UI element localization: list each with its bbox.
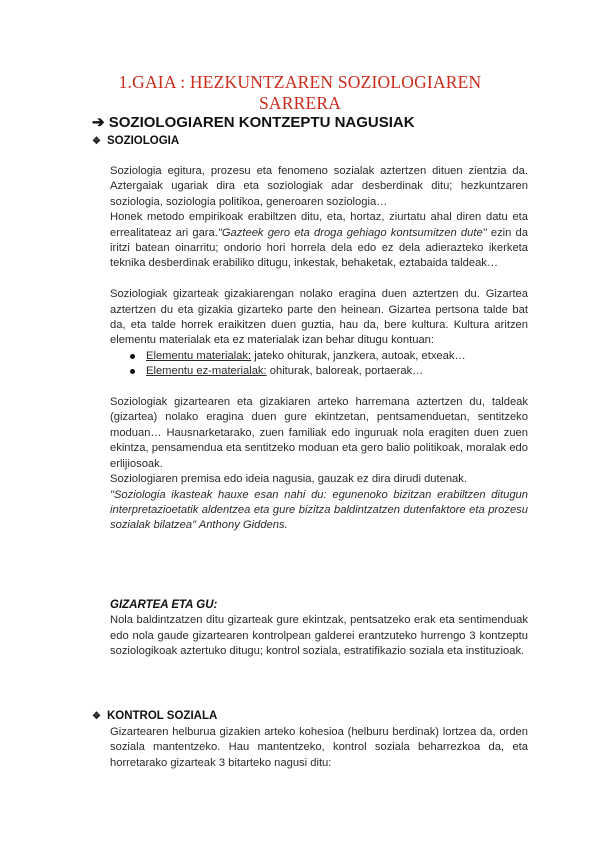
bullet-dot-icon: [130, 369, 135, 374]
diamond-bullet-icon: ❖: [92, 711, 101, 722]
paragraph: [110, 210, 528, 272]
paragraph-text: Honek metodo empirikoak erabiltzen ditu, eta, hortaz, ziurtatu ahal diren datu eta errealitateaz ari gara.: [110, 211, 528, 239]
culture-element-list: [110, 349, 528, 380]
section-heading-text: SOZIOLOGIAREN KONTZEPTU NAGUSIAK: [108, 114, 415, 131]
gizartea-heading: GIZARTEA ETA GU:: [110, 599, 218, 611]
kontrol-heading-text: KONTROL SOZIALA: [106, 710, 218, 722]
paragraph: Soziologiak gizarteak gizakiarengan nolako eragina duen aztertzen du. Gizartea aztertzen du eta gizakia gizarteko parte den heinean. Gizartea pertsona talde bat da, eta talde horrek eraikitzen duen guztia, hau da, bere kultura. Kultura aritzen elementu materialak eta ez materialak izan behar ditugu kontuan:: [110, 288, 528, 347]
paragraph: Nola baldintzatzen ditu gizarteak gure ekintzak, pentsatzeko erak eta sentimenduak edo nola gaude gizartearen kontrolpean galderei erantzuteko hurrengo 3 kontzeptu soziologikoak aztertuko ditugu; kontrol soziala, estratifikazio soziala eta instituzioak.: [110, 614, 528, 658]
diamond-bullet-icon: ❖: [92, 136, 101, 147]
paragraph: Soziologiak gizartearen eta gizakiaren arteko harremana aztertzen du, taldeak (gizartea) nolako eragina duen gure ekintzetan, pentsamenduetan, sentitzeko moduan… Hausnarketarako, zuen familiak edo inguruak nola eragiten duen zuen ekintza, pensamendua eta sentitzeko moduan eta gero balio politikoak, moralak edo erlijiosoak.: [110, 396, 528, 470]
bullet-dot-icon: [130, 354, 135, 359]
paragraph: Gizartearen helburua gizakien arteko kohesioa (helburu berdinak) lortzea da, orden soziala mantentzeko. Hau mantentzeko, kontrol soziala beharrezkoa da, eta horretarako gizarteak 3 bitarteko nagusi ditu:: [110, 726, 528, 769]
list-item-label: Elementu ez-materialak:: [146, 365, 267, 378]
list-item-text: ohiturak, baloreak, portaerak…: [266, 365, 424, 378]
paragraph: Soziologia egitura, prozesu eta fenomeno sozialak aztertzen dituen zientzia da. Aztergaiak ugariak dira eta soziologiak adar desberdinak ditu; hezkuntzaren soziologia, soziologia politikoa, generoaren soziologia…: [110, 165, 528, 208]
quote-text: "Gazteek gero eta droga gehiago kontsumitzen dute": [217, 226, 487, 239]
soziologia-heading-text: SOZIOLOGIA: [106, 135, 180, 147]
list-item: [110, 349, 528, 364]
title-line-1: 1.GAIA : HEZKUNTZAREN SOZIOLOGIAREN: [118, 72, 482, 92]
gizartea-section: [110, 598, 528, 660]
kontrol-body: [110, 725, 528, 771]
title-line-2: SARRERA: [258, 93, 342, 113]
paragraph-text: ezin da iritzi batean oinarritu; ondorio hori horrela dela edo ez dela adierazteko ikerketa teknika desberdinak erabiliko ditugu, inkestak, behaketak, eztabaida taldeak…: [110, 226, 528, 270]
paragraph: Soziologiaren premisa edo ideia nagusia, gauzak ez dira dirudi dutenak.: [110, 473, 467, 486]
arrow-icon: ➔: [92, 114, 105, 131]
soziologia-heading: [92, 135, 179, 147]
section-heading: [92, 113, 415, 131]
soziologia-body: [110, 164, 528, 534]
kontrol-heading: [92, 710, 217, 722]
list-item-text: jateko ohiturak, janzkera, autoak, etxeak…: [251, 349, 466, 362]
page-title: [70, 72, 530, 114]
list-item: [110, 364, 528, 379]
list-item-label: Elementu materialak:: [146, 349, 252, 362]
giddens-quote: "Soziologia ikasteak hauxe esan nahi du: egunenoko bizitzan erabiltzen ditugun interpretazioetatik aldentzea eta gure bizitza baldintzatzen dutenfaktore eta prozesu sozialak bilatzea" Anthony Giddens.: [110, 488, 528, 532]
